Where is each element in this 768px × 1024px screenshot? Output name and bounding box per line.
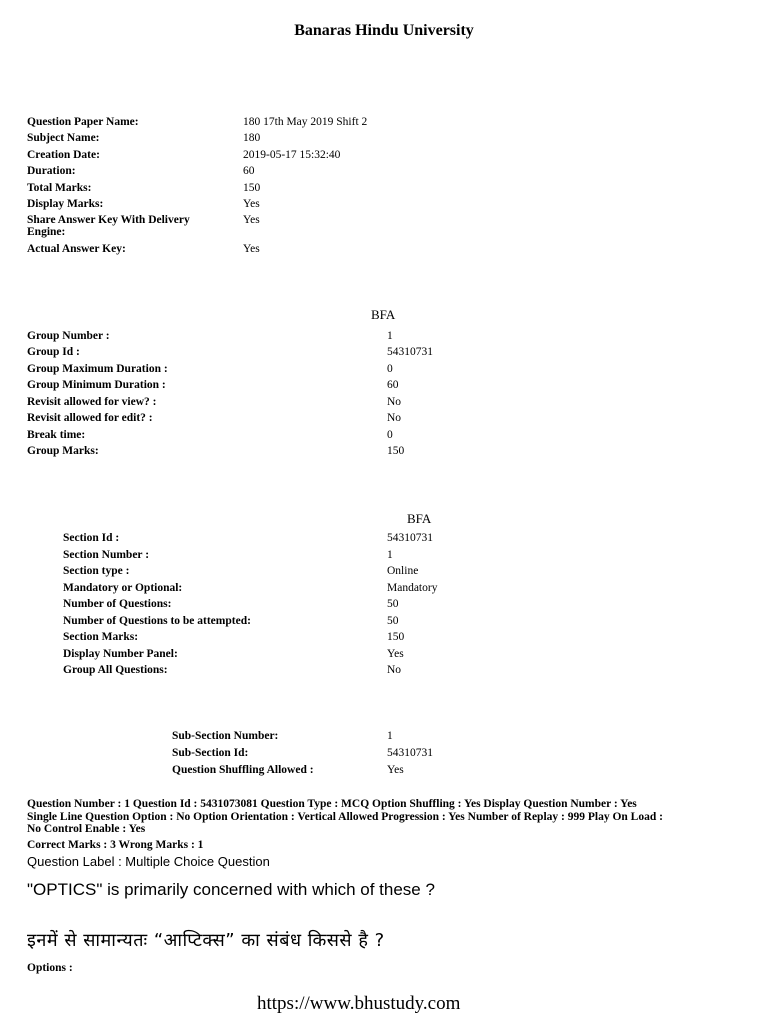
- group-value: 54310731: [387, 346, 433, 358]
- question-info-line: No Control Enable : Yes: [27, 823, 146, 835]
- section-value: 50: [387, 598, 399, 610]
- group-label: Revisit allowed for edit? :: [27, 412, 153, 424]
- section-value: Online: [387, 565, 419, 577]
- section-label: Group All Questions:: [63, 664, 168, 676]
- group-value: 1: [387, 330, 393, 342]
- group-label: Group Minimum Duration :: [27, 379, 166, 391]
- group-value: 0: [387, 429, 393, 441]
- section-value: Yes: [387, 648, 404, 660]
- section-label: Display Number Panel:: [63, 648, 178, 660]
- info-label: Actual Answer Key:: [27, 243, 126, 255]
- question-text-hindi: इनमें से सामान्यतः “आप्टिक्स” का संबंध किससे है ?: [27, 930, 385, 951]
- group-label: Group Maximum Duration :: [27, 363, 168, 375]
- info-value: 150: [243, 182, 261, 194]
- section-label: Section type :: [63, 565, 130, 577]
- subsection-label: Sub-Section Id:: [172, 747, 249, 759]
- group-label: Group Id :: [27, 346, 80, 358]
- info-value: 180: [243, 132, 261, 144]
- section-label: Mandatory or Optional:: [63, 582, 183, 594]
- info-label: Question Paper Name:: [27, 116, 139, 128]
- info-value: Yes: [243, 214, 260, 226]
- info-value: 180 17th May 2019 Shift 2: [243, 116, 368, 128]
- question-marks: Correct Marks : 3 Wrong Marks : 1: [27, 839, 204, 851]
- subsection-label: Question Shuffling Allowed :: [172, 764, 314, 776]
- info-value: 2019-05-17 15:32:40: [243, 149, 341, 161]
- group-value: No: [387, 412, 402, 424]
- subsection-label: Sub-Section Number:: [172, 730, 279, 742]
- page-title: Banaras Hindu University: [294, 22, 474, 39]
- section-value: 50: [387, 615, 399, 627]
- group-value: 0: [387, 363, 393, 375]
- group-label: Group Number :: [27, 330, 110, 342]
- info-label: Creation Date:: [27, 149, 100, 161]
- info-label: Duration:: [27, 165, 76, 177]
- question-info-line: Question Number : 1 Question Id : 5431073081 Question Type : MCQ Option Shuffling : Yes Display Question Number : Yes: [27, 798, 637, 810]
- info-value: Yes: [243, 198, 260, 210]
- question-label: Question Label : Multiple Choice Question: [27, 854, 270, 869]
- section-value: No: [387, 664, 402, 676]
- footer-url: https://www.bhustudy.com: [257, 993, 461, 1014]
- section-heading: BFA: [407, 511, 432, 526]
- subsection-value: 54310731: [387, 747, 433, 759]
- info-label: Display Marks:: [27, 198, 104, 210]
- section-value: Mandatory: [387, 582, 438, 594]
- section-value: 54310731: [387, 532, 433, 544]
- group-value: 150: [387, 445, 405, 457]
- section-label: Section Id :: [63, 532, 120, 544]
- info-value: Yes: [243, 243, 260, 255]
- group-label: Revisit allowed for view? :: [27, 396, 157, 408]
- group-label: Break time:: [27, 429, 86, 441]
- section-label: Number of Questions to be attempted:: [63, 615, 251, 627]
- info-label: Subject Name:: [27, 132, 100, 144]
- info-value: 60: [243, 165, 255, 177]
- question-text-english: "OPTICS" is primarily concerned with which of these ?: [27, 880, 435, 899]
- subsection-value: 1: [387, 730, 393, 742]
- info-label: Total Marks:: [27, 182, 92, 194]
- group-heading: BFA: [371, 307, 396, 322]
- section-label: Section Number :: [63, 549, 150, 561]
- info-label: Share Answer Key With Delivery: [27, 214, 190, 226]
- section-label: Number of Questions:: [63, 598, 172, 610]
- section-value: 150: [387, 631, 405, 643]
- options-label: Options :: [27, 962, 73, 974]
- group-value: 60: [387, 379, 399, 391]
- section-label: Section Marks:: [63, 631, 139, 643]
- question-info-line: Single Line Question Option : No Option Orientation : Vertical Allowed Progression : Yes Number of Replay : 999 Play On Load :: [27, 811, 663, 823]
- subsection-value: Yes: [387, 764, 404, 776]
- group-value: No: [387, 396, 402, 408]
- info-label-cont: Engine:: [27, 226, 66, 238]
- group-label: Group Marks:: [27, 445, 99, 457]
- section-value: 1: [387, 549, 393, 561]
